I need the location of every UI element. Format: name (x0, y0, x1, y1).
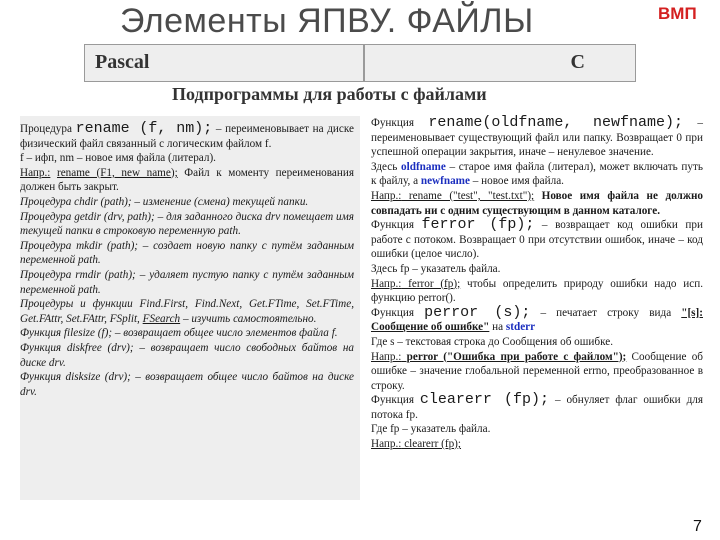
section-subtitle: Подпрограммы для работы с файлами (172, 84, 487, 104)
perror-paragraph (371, 303, 703, 335)
ferror-example-label: Напр.: (371, 277, 402, 290)
c-tab-label: C (570, 51, 585, 73)
c-rename-params (371, 160, 703, 189)
pascal-tab (84, 44, 364, 82)
c-rename-return: Возвращает 0 при успешной операции закрытия, иначе – ненулевое значение. (371, 131, 703, 159)
perror-format: "[s]: Сообщение об ошибке" (371, 306, 703, 334)
clearerr-example-code: clearerr (fp); (401, 438, 462, 451)
perror-name: perror (424, 303, 479, 321)
c-rename-params-e: – новое имя файла. (469, 175, 564, 188)
slide-title: Элементы ЯПВУ. ФАЙЛЫ (120, 2, 534, 40)
c-column (371, 116, 703, 452)
clearerr-fp-note: Где fp – указатель файла. (371, 423, 491, 436)
c-rename-params-a: Здесь (371, 160, 402, 173)
find-functions-list: Процедуры и функции Find.First, Find.Next, Get.FTime, Set.FTime, Get.FAttr, Set.FAttr, FSplit, (20, 298, 354, 325)
find-functions-note: – изучить самостоятельно. (180, 312, 317, 325)
c-rename-example (371, 189, 703, 218)
perror-example-code: perror ("Ошибка при работе с файлом"); (401, 350, 627, 363)
c-rename-params-c: – старое имя файла (литерал), может включать путь к файлу, а (371, 160, 703, 188)
rename-example-code: rename (F1, new name); (56, 166, 178, 179)
example-label: Напр.: (20, 166, 51, 179)
perror-example-note: Сообщение об ошибке – значение глобальной переменной errno, преобразованное в строку. (371, 350, 703, 392)
rmdir-paragraph: Процедура rmdir (path); – удаляет пустую папку с путём заданным переменной path. (20, 268, 354, 296)
ferror-example-code: ferror (fp); (401, 277, 461, 290)
rename-example (20, 166, 354, 195)
stderr-term: stderr (505, 321, 536, 334)
rename-example-note: Файл к моменту переименования должен быть закрыт. (20, 166, 354, 194)
c-rename-signature: rename(oldfname, newfname); (428, 114, 684, 131)
clearerr-example (371, 437, 703, 452)
c-rename-example-note: Новое имя файла не должно совпадать ни с одним существующим в данном каталоге. (371, 189, 703, 217)
rename-paragraph (20, 122, 354, 151)
rename-signature: rename (f, nm); (75, 120, 213, 137)
c-rename-example-code: rename ("test", "test.txt"); (401, 189, 535, 202)
filesize-paragraph: Функция filesize (f); – возвращает общее число элементов файла f. (20, 327, 338, 340)
chdir-paragraph: Процедура chdir (path); – изменение (смена) текущей папки. (20, 195, 309, 208)
ferror-example-note: чтобы определить природу ошибки надо исп. функцию perror(). (371, 277, 703, 305)
ferror-description: – возвращает код ошибки при работе с потоком. (371, 219, 703, 246)
clearerr-lead: Функция (371, 394, 420, 407)
oldfname-term: oldfname (401, 160, 446, 173)
clearerr-example-label: Напр.: (371, 438, 402, 451)
ferror-name: ferror (421, 216, 476, 234)
rename-lead: Процедура (20, 123, 76, 135)
clearerr-description: – обнуляет флаг ошибки для потока fp. (371, 394, 703, 421)
mkdir-paragraph: Процедура mkdir (path); – создает новую папку с путём заданным переменной path. (20, 239, 354, 267)
c-rename-lead: Функция (371, 117, 429, 129)
c-tab (364, 44, 636, 82)
disksize-paragraph: Функция disksize (drv); – возвращает общее число байтов на диске drv. (20, 371, 354, 398)
rename-description: – переименовывает на диске физический файл связанный с логическим файлом f. (20, 123, 354, 150)
perror-s-note: Где s – текстовая строка до Сообщения об ошибке. (371, 335, 613, 348)
perror-example (371, 350, 703, 394)
ferror-lead: Функция (371, 219, 422, 232)
clearerr-name: clearerr (419, 391, 492, 409)
fsearch-link: FSearch (142, 312, 181, 325)
getdir-paragraph: Процедура getdir (drv, path); – для заданного диска drv помещает имя текущей папки в строковую переменную path. (20, 210, 354, 238)
ferror-paragraph (371, 218, 703, 262)
pascal-tab-label: Pascal (95, 51, 150, 73)
page-number: 7 (693, 518, 702, 535)
ferror-return: Возвращает 0 при отсутствии ошибок, иначе – код ошибки (целое число). (371, 233, 703, 261)
c-rename-paragraph (371, 116, 703, 160)
c-example-label: Напр.: (371, 189, 402, 202)
c-rename-description: – переименовывает существующий файл или папку. (371, 117, 703, 144)
newfname-term: newfname (420, 175, 470, 188)
ferror-example (371, 277, 703, 306)
perror-lead: Функция (371, 306, 425, 319)
ferror-fp-note: Здесь fp – указатель файла. (371, 262, 501, 275)
perror-example-label: Напр.: (371, 350, 402, 363)
clearerr-args: (fp); (491, 391, 550, 409)
pascal-column (20, 116, 360, 500)
perror-args: (s); (478, 303, 531, 321)
diskfree-paragraph: Функция diskfree (drv); – возвращает число свободных байтов на диске drv. (20, 341, 354, 369)
find-functions-paragraph (20, 297, 354, 326)
clearerr-paragraph (371, 393, 703, 422)
ferror-args: (fp); (475, 216, 535, 234)
vmp-badge: ВМП (658, 4, 697, 23)
perror-tail: на (489, 321, 506, 334)
perror-description: – печатает строку вида (530, 306, 682, 319)
rename-params: f – ифп, nm – новое имя файла (литерал). (20, 152, 216, 165)
